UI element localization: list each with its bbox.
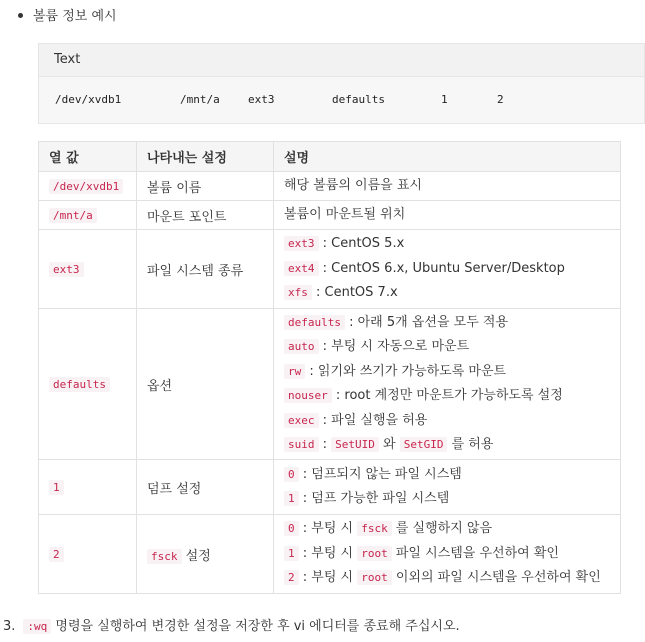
step-text: 명령을 실행하여 변경한 설정을 저장한 후 vi 에디터를 종료해 주십시오. [51,619,460,634]
desc-line: auto : 부팅 시 자동으로 마운트 [284,335,610,360]
code-field: 2 [497,93,504,106]
description-cell [274,515,621,594]
value-cell: /dev/xvdb1 [39,172,137,201]
code-field: ext3 [248,93,275,106]
value-cell: defaults [39,309,137,460]
description-cell: 볼륨이 마운트될 위치 [274,201,621,230]
step-number: 3. [3,619,16,634]
code-block [38,43,645,124]
setting-cell: 마운트 포인트 [137,201,274,230]
description-cell: 해당 볼륨의 이름을 표시 [274,172,621,201]
desc-line: ext4 : CentOS 6.x, Ubuntu Server/Desktop [284,257,610,282]
code-field: /dev/xvdb1 [55,93,122,106]
code-field: /mnt/a [180,93,220,106]
desc-line: exec : 파일 실행을 허용 [284,409,610,434]
setting-cell: 볼륨 이름 [137,172,274,201]
desc-line: 2 : 부팅 시 root 이외의 파일 시스템을 우선하여 확인 [284,566,610,591]
desc-line: 0 : 부팅 시 fsck 를 실행하지 않음 [284,517,610,542]
step-item [3,615,460,634]
desc-line: defaults : 아래 5개 옵션을 모두 적용 [284,311,610,336]
table-row [39,515,621,594]
column-header: 나타내는 설정 [137,142,274,172]
description-cell [274,230,621,309]
inline-code: :wq [23,619,51,634]
description-cell [274,460,621,515]
code-field: defaults [332,93,385,106]
setting-cell: 덤프 설정 [137,460,274,515]
setting-cell: 옵션 [137,309,274,460]
setting-cell: fsck 설정 [137,515,274,594]
table-row [39,172,621,201]
table-header-row [39,142,621,172]
value-cell: /mnt/a [39,201,137,230]
desc-line: 1 : 덤프 가능한 파일 시스템 [284,487,610,512]
value-cell: 2 [39,515,137,594]
table-row [39,460,621,515]
setting-cell: 파일 시스템 종류 [137,230,274,309]
bullet-item [8,5,117,24]
value-cell: ext3 [39,230,137,309]
value-cell: 1 [39,460,137,515]
code-field: 1 [441,93,448,106]
description-cell [274,309,621,460]
desc-line: ext3 : CentOS 5.x [284,232,610,257]
table-row [39,230,621,309]
bullet-text: 볼륨 정보 예시 [33,9,117,24]
desc-line: suid : SetUID 와 SetGID 를 허용 [284,433,610,458]
table-row [39,309,621,460]
desc-line: xfs : CentOS 7.x [284,281,610,306]
desc-line: 1 : 부팅 시 root 파일 시스템을 우선하여 확인 [284,542,610,567]
volume-info-table [38,141,621,594]
desc-line: nouser : root 계정만 마운트가 가능하도록 설정 [284,384,610,409]
column-header: 열 값 [39,142,137,172]
desc-line: rw : 읽기와 쓰기가 가능하도록 마운트 [284,360,610,385]
column-header: 설명 [274,142,621,172]
desc-line: 0 : 덤프되지 않는 파일 시스템 [284,463,610,488]
table-row [39,201,621,230]
bullet-dot-icon [18,13,23,18]
code-block-header: Text [39,44,644,77]
